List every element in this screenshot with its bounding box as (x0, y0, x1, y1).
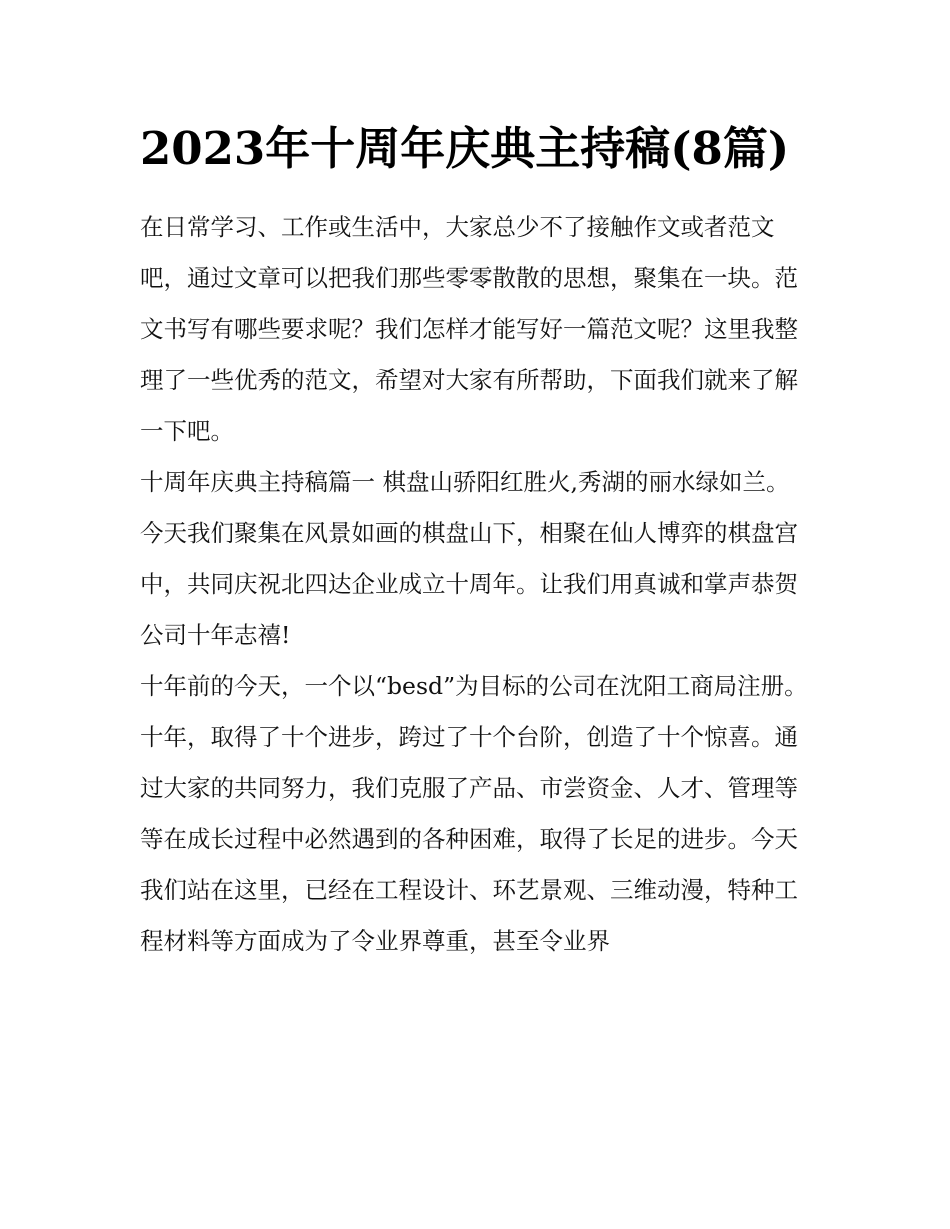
document-body (140, 118, 812, 967)
greeting-paragraph: 今天我们聚集在风景如画的棋盘山下，相聚在仙人博弈的棋盘宫中，共同庆祝北四达企业成立十周年。让我们用真诚和掌声恭贺公司十年志禧! (140, 519, 798, 649)
section-one-heading-paragraph: 十周年庆典主持稿篇一 棋盘山骄阳红胜火,秀湖的丽水绿如兰。 (140, 468, 790, 496)
history-paragraph: 十年前的今天，一个以“besd”为目标的公司在沈阳工商局注册。十年，取得了十个进步，跨过了十个台阶，创造了十个惊喜。通过大家的共同努力，我们克服了产品、市尝资金、人才、管理等等在成长过程中必然遇到的各种困难，取得了长足的进步。今天我们站在这里，已经在工程设计、环艺景观、三维动漫，特种工程材料等方面成为了令业界尊重，甚至令业界 (140, 672, 808, 955)
document-title: 2023年十周年庆典主持稿(8篇) (140, 122, 790, 175)
intro-paragraph: 在日常学习、工作或生活中，大家总少不了接触作文或者范文吧，通过文章可以把我们那些零零散散的思想，聚集在一块。范文书写有哪些要求呢？我们怎样才能写好一篇范文呢？这里我整理了一些优秀的范文，希望对大家有所帮助，下面我们就来了解一下吧。 (140, 213, 798, 445)
